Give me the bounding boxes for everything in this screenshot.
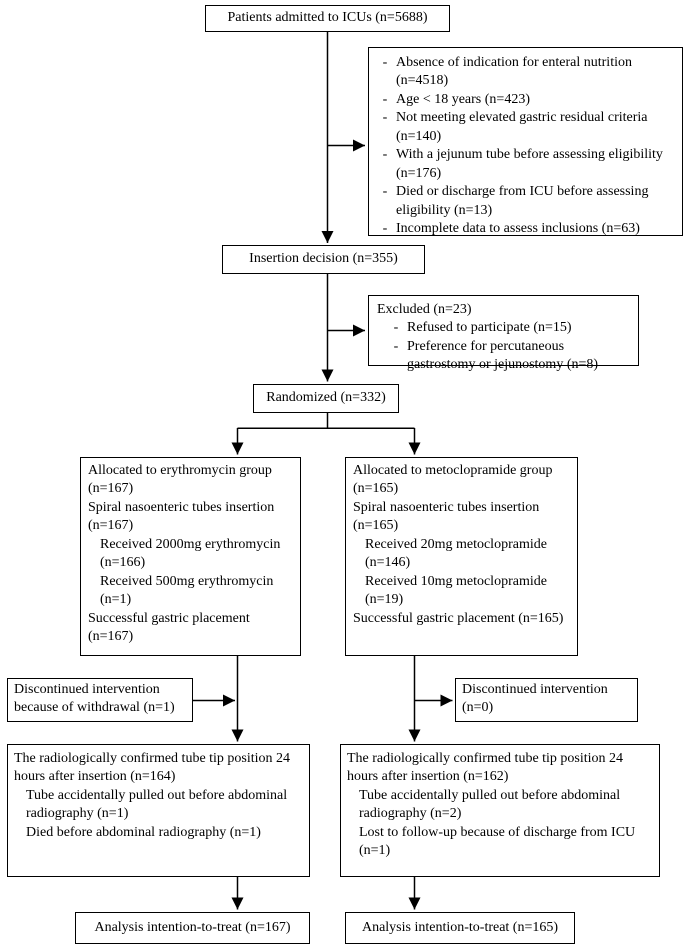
metoclopramide-line: Spiral nasoenteric tubes insertion (n=165) <box>353 499 540 534</box>
box-excluded <box>368 295 639 373</box>
excluded-title: Excluded (n=23) <box>377 302 472 317</box>
box-randomized <box>253 384 399 413</box>
erythromycin-line: Allocated to erythromycin group (n=167) <box>88 463 272 497</box>
discontinued-right-text: Discontinued intervention (n=0) <box>462 682 608 716</box>
exclusion-item <box>374 146 677 183</box>
analysis-right-text: Analysis intention-to-treat (n=165) <box>361 919 559 935</box>
erythromycin-line: Successful gastric placement (n=167) <box>88 610 250 645</box>
radiography-left-line: Died before abdominal radiography (n=1) <box>26 824 261 840</box>
dash-bullet: - <box>382 221 388 237</box>
excluded-item <box>385 319 630 337</box>
box-analysis-left <box>75 912 310 944</box>
box-discontinued-left <box>7 678 193 722</box>
box-patients-admitted <box>205 5 450 32</box>
erythromycin-line: Received 500mg erythromycin (n=1) <box>100 573 274 608</box>
dash-bullet: - <box>382 184 388 200</box>
insertion-decision-text: Insertion decision (n=355) <box>249 251 398 267</box>
excluded-item-text: Refused to participate (n=15) <box>407 320 572 336</box>
patients-admitted-text: Patients admitted to ICUs (n=5688) <box>227 10 428 26</box>
randomized-text: Randomized (n=332) <box>266 390 386 406</box>
radiography-left-line: The radiologically confirmed tube tip position 24 hours after insertion (n=164) <box>14 751 291 785</box>
radiography-left-line: Tube accidentally pulled out before abdominal radiography (n=1) <box>26 787 288 822</box>
exclusion-item <box>374 91 677 109</box>
box-metoclopramide-group <box>345 457 578 656</box>
metoclopramide-line: Allocated to metoclopramide group (n=165) <box>353 463 553 497</box>
exclusion-item-text: Died or discharge from ICU before assessing eligibility (n=13) <box>396 184 649 218</box>
metoclopramide-line: Received 20mg metoclopramide (n=146) <box>365 536 547 571</box>
exclusion-item-text: Absence of indication for enteral nutrition (n=4518) <box>396 55 632 89</box>
dash-bullet: - <box>382 55 388 70</box>
exclusion-item <box>374 183 677 220</box>
dash-bullet: - <box>382 147 388 163</box>
metoclopramide-line: Received 10mg metoclopramide (n=19) <box>365 573 547 608</box>
exclusion-item-text: Not meeting elevated gastric residual criteria (n=140) <box>396 110 648 144</box>
exclusion-item <box>374 109 677 146</box>
box-radiography-left <box>7 744 310 877</box>
erythromycin-line: Spiral nasoenteric tubes insertion (n=167) <box>88 499 275 534</box>
box-analysis-right <box>345 912 575 944</box>
exclusion-item <box>374 54 677 91</box>
excluded-items <box>377 319 630 374</box>
box-erythromycin-group <box>80 457 301 656</box>
exclusion-item <box>374 220 677 238</box>
box-radiography-right <box>340 744 660 877</box>
metoclopramide-line: Successful gastric placement (n=165) <box>353 610 564 626</box>
radiography-right-line: Tube accidentally pulled out before abdominal radiography (n=2) <box>359 787 621 822</box>
dash-bullet: - <box>393 338 399 354</box>
dash-bullet: - <box>382 91 388 107</box>
dash-bullet: - <box>382 110 388 126</box>
excluded-item-text: Preference for percutaneous gastrostomy or jejunostomy (n=8) <box>407 338 599 373</box>
exclusion-item-text: Incomplete data to assess inclusions (n=63) <box>396 221 640 237</box>
box-insertion-decision <box>222 245 425 274</box>
radiography-right-line: Lost to follow-up because of discharge from ICU (n=1) <box>359 824 636 859</box>
excluded-item <box>385 338 630 375</box>
discontinued-left-text: Discontinued intervention because of withdrawal (n=1) <box>14 682 175 716</box>
exclusion-item-text: Age < 18 years (n=423) <box>396 91 530 107</box>
radiography-right-line: The radiologically confirmed tube tip position 24 hours after insertion (n=162) <box>347 751 624 785</box>
box-screening-exclusions <box>368 47 683 236</box>
analysis-left-text: Analysis intention-to-treat (n=167) <box>94 919 291 935</box>
erythromycin-line: Received 2000mg erythromycin (n=166) <box>100 536 281 571</box>
box-discontinued-right <box>455 678 638 722</box>
dash-bullet: - <box>393 320 399 336</box>
exclusion-item-text: With a jejunum tube before assessing eligibility (n=176) <box>396 147 663 181</box>
